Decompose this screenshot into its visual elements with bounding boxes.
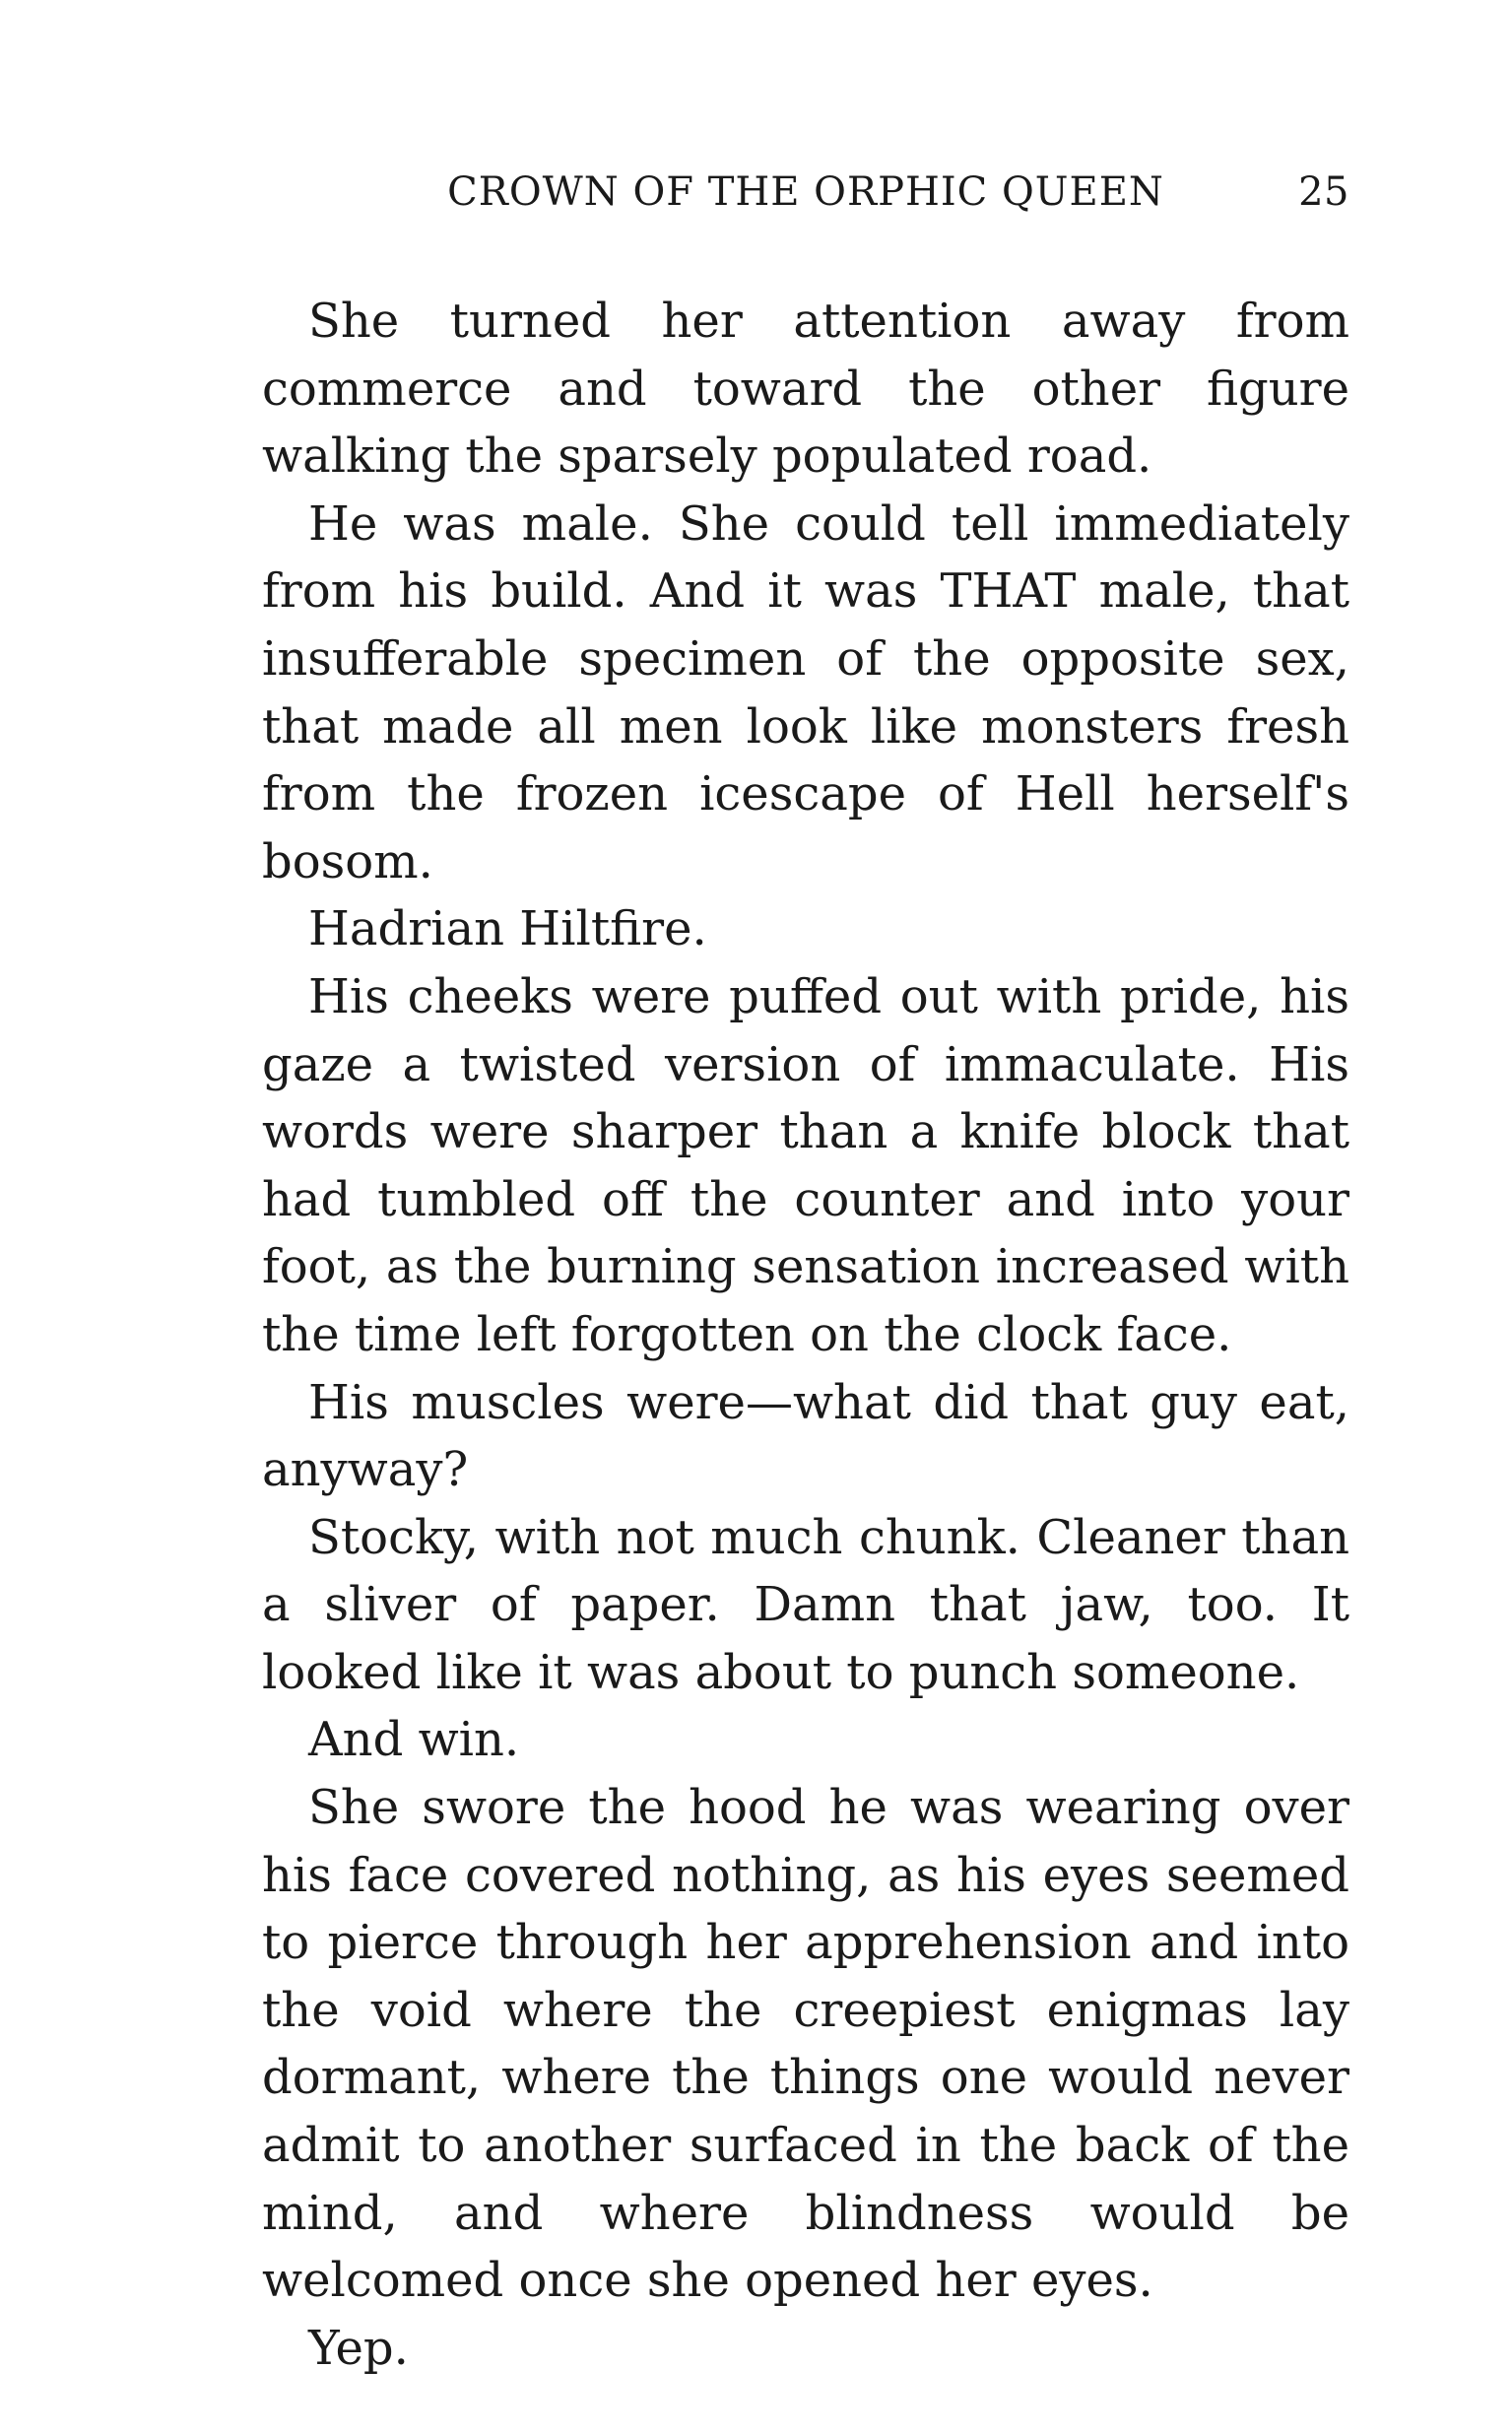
paragraph: His muscles were—what did that guy eat, anyway? (262, 1374, 1349, 1498)
paragraph: Yep. (308, 2320, 409, 2376)
paragraph: She turned her attention away from commerce and toward the other figure walking the sparsely populated road. (262, 294, 1349, 485)
paragraph: His cheeks were puffed out with pride, his gaze a twisted version of immaculate. His words were sharper than a knife block that had tumbled off the counter and into your foot, as the burning sensation increased with the time left forgotten on the clock face. (262, 968, 1349, 1362)
body-text (262, 288, 1349, 2382)
running-title: CROWN OF THE ORPHIC QUEEN (447, 169, 1164, 215)
paragraph: She swore the hood he was wearing over his face covered nothing, as his eyes seemed to pierce through her apprehension and into the void where the creepiest enigmas lay dormant, where the things one would never admit to another surfaced in the back of the mind, and where blindness would be welcomed once she opened her eyes. (262, 1780, 1349, 2309)
paragraph: And win. (308, 1712, 520, 1768)
page-number: 25 (1298, 169, 1349, 215)
paragraph: He was male. She could tell immediately from his build. And it was THAT male, that insufferable specimen of the opposite sex, that made all men look like monsters fresh from the frozen icescape of Hell herself's bosom. (262, 495, 1349, 889)
running-head (262, 165, 1349, 225)
paragraph: Stocky, with not much chunk. Cleaner than a sliver of paper. Damn that jaw, too. It looked like it was about to punch someone. (262, 1509, 1349, 1700)
paragraph: Hadrian Hiltfire. (308, 901, 707, 957)
